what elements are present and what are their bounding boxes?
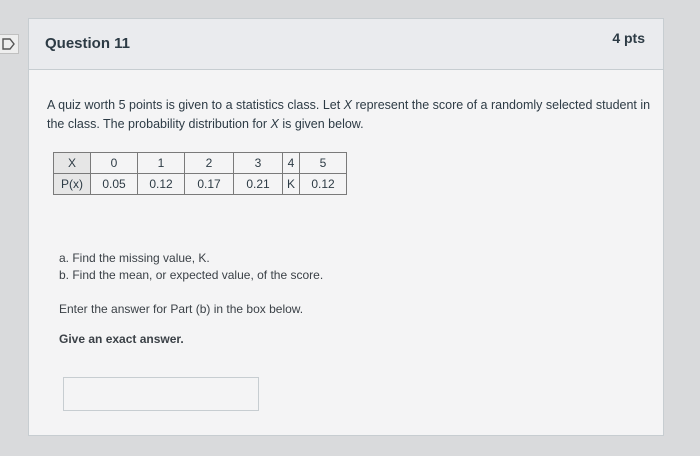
question-parts <box>59 250 323 284</box>
question-points: 4 pts <box>612 30 645 46</box>
table-cell: 0.17 <box>185 174 234 195</box>
question-prompt: A quiz worth 5 points is given to a statistics class. Let X represent the score of a randomly selected student in the class. The probability distribution for X is given below. <box>47 98 651 131</box>
probability-distribution-table <box>53 152 347 195</box>
table-cell: 0.12 <box>300 174 347 195</box>
variable-x: X <box>270 117 279 131</box>
table-row-x <box>54 153 347 174</box>
question-header <box>29 19 663 70</box>
table-header-x: X <box>54 153 91 174</box>
part-b: b. Find the mean, or expected value, of the score. <box>59 268 324 282</box>
table-cell: 0.12 <box>138 174 185 195</box>
exact-answer-note: Give an exact answer. <box>59 332 184 346</box>
question-title: Question 11 <box>45 35 131 52</box>
table-cell: 2 <box>185 153 234 174</box>
table-cell: 4 <box>283 153 300 174</box>
table-cell: 0.05 <box>91 174 138 195</box>
question-body <box>29 70 663 435</box>
table-cell: 1 <box>138 153 185 174</box>
question-card <box>28 18 664 436</box>
answer-input[interactable] <box>63 377 259 411</box>
table-cell: 0.21 <box>234 174 283 195</box>
part-a: a. Find the missing value, K. <box>59 251 210 265</box>
table-cell: 3 <box>234 153 283 174</box>
table-header-p: P(x) <box>54 174 91 195</box>
table-cell: K <box>283 174 300 195</box>
table-cell: 5 <box>300 153 347 174</box>
table-cell: 0 <box>91 153 138 174</box>
variable-x: X <box>343 98 353 112</box>
table-row-p <box>54 174 347 195</box>
question-flag-icon[interactable] <box>0 34 19 54</box>
answer-instruction: Enter the answer for Part (b) in the box below. <box>59 302 304 316</box>
